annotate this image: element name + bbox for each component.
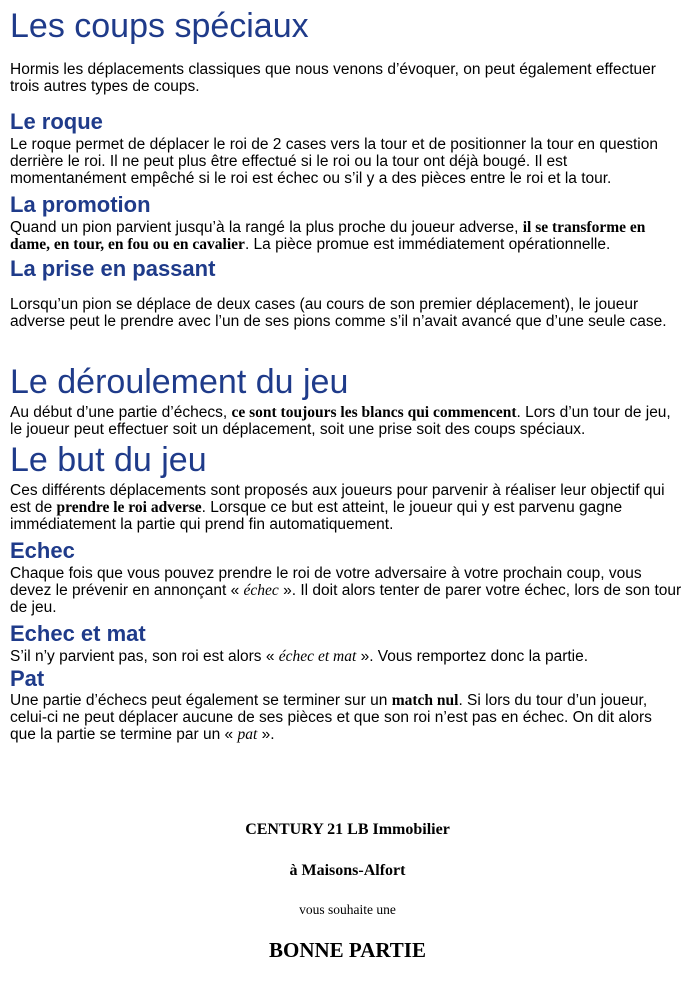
roque-text: Le roque permet de déplacer le roi de 2 cases vers la tour et de positionner la tour en question derrière le roi. Il ne peut plus être effectué si le roi ou la tour ont déjà bougé. Il est momentanément empêché si le roi est échec ou s’il y a des pièces entre le roi et la tour.: [10, 136, 658, 187]
promotion-emphasis: il se transforme en dame, en tour, en fou ou en cavalier: [10, 219, 646, 253]
heading-echec-et-mat: Echec et mat: [10, 621, 146, 646]
echec-et-mat-text: S’il n’y parvient pas, son roi est alors « échec et mat ». Vous remportez donc la partie.: [10, 648, 589, 665]
pat-emphasis-pat: pat: [237, 726, 258, 743]
heading-echec: Echec: [10, 538, 75, 563]
footer-closing: BONNE PARTIE: [269, 938, 426, 962]
echec-text: Chaque fois que vous pouvez prendre le roi de votre adversaire à votre prochain coup, vous devez le prévenir en annonçant « échec ». Il doit alors tenter de parer votre échec, lors de son tour de jeu.: [10, 565, 682, 616]
but-emphasis: prendre le roi adverse: [56, 499, 202, 516]
echec-et-mat-emphasis: échec et mat: [278, 648, 357, 665]
heading-pat: Pat: [10, 666, 45, 691]
heading-prise-en-passant: La prise en passant: [10, 256, 216, 281]
section-title-deroulement: Le déroulement du jeu: [10, 363, 349, 401]
footer-wish: vous souhaite une: [299, 902, 396, 917]
heading-promotion: La promotion: [10, 192, 151, 217]
footer-agency: CENTURY 21 LB Immobilier: [245, 821, 450, 838]
section-title-but: Le but du jeu: [10, 441, 207, 479]
echec-emphasis: échec: [243, 582, 279, 599]
prise-en-passant-text: Lorsqu’un pion se déplace de deux cases (au cours de son premier déplacement), le joueur adverse peut le prendre avec l’un de ses pions comme s’il n’avait avancé que d’une seule case.: [10, 296, 667, 330]
deroulement-text: Au début d’une partie d’échecs, ce sont toujours les blancs qui commencent. Lors d’un tour de jeu, le joueur peut effectuer soit un déplacement, soit une prise soit des coups spéciaux.: [10, 404, 671, 438]
heading-roque: Le roque: [10, 109, 103, 134]
pat-text: Une partie d’échecs peut également se terminer sur un match nul. Si lors du tour d’un joueur, celui-ci ne peut déplacer aucune de ses pièces et que son roi n’est pas en échec. On dit alors que la partie se termine par un « pat ».: [10, 692, 652, 743]
footer-city: à Maisons-Alfort: [289, 862, 406, 879]
but-text: Ces différents déplacements sont proposés aux joueurs pour parvenir à réaliser leur objectif qui est de prendre le roi adverse. Lorsque ce but est atteint, le joueur qui y est parvenu gagne immédiatement la partie qui prend fin automatiquement.: [10, 482, 665, 533]
coups-speciaux-intro: Hormis les déplacements classiques que nous venons d’évoquer, on peut également effectuer trois autres types de coups.: [10, 61, 656, 95]
pat-emphasis-match-nul: match nul: [391, 692, 459, 709]
promotion-text: Quand un pion parvient jusqu’à la rangé la plus proche du joueur adverse, il se transforme en dame, en tour, en fou ou en cavalier. La pièce promue est immédiatement opérationnelle.: [10, 219, 646, 253]
deroulement-emphasis: ce sont toujours les blancs qui commencent: [231, 404, 517, 421]
section-title-coups-speciaux: Les coups spéciaux: [10, 7, 309, 45]
